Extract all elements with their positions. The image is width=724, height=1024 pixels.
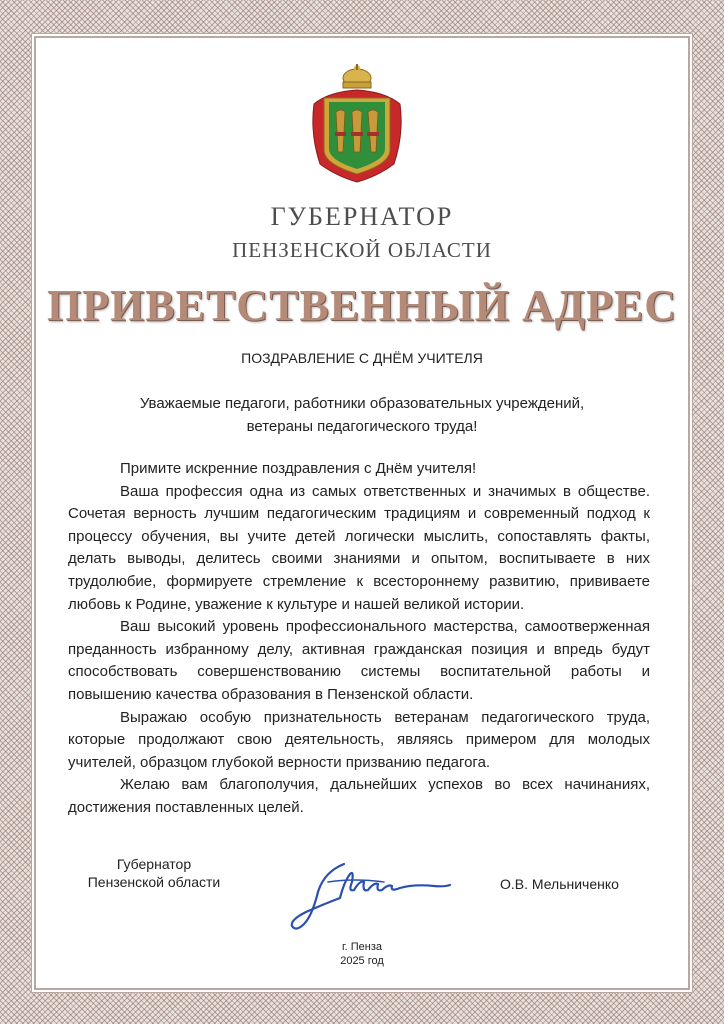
region-title: ПЕНЗЕНСКОЙ ОБЛАСТИ: [232, 238, 492, 262]
salutation-line-1: Уважаемые педагоги, работники образовательных учреждений,: [139, 395, 585, 412]
paragraph: Ваша профессия одна из самых ответственных и значимых в обществе. Сочетая верность лучшим педагогическим традициям и современный подход к процессу обучения, вы учите детей логически мыслить, сопоставлять факты, делать выводы, делитесь своими знаниями и опытом, воспитываете в них трудолюбие, формируете стремление к всестороннему развитию, прививаете любовь к Родине, уважение к культуре и нашей великой истории.: [68, 482, 650, 613]
salutation: [0, 392, 724, 438]
governor-title: ГУБЕРНАТОР: [270, 202, 454, 231]
paragraph: Выражаю особую признательность ветеранам педагогического труда, которые продолжают свою деятельность, являясь примером для молодых учителей, образцом глубокой верности призванию педагога.: [68, 708, 650, 771]
signatory-position: [74, 855, 234, 891]
city: г. Пенза: [341, 941, 383, 953]
paragraph: Примите искренние поздравления с Днём учителя!: [120, 460, 477, 477]
salutation-line-2: ветераны педагогического труда!: [246, 418, 478, 435]
document-title: ПРИВЕТСТВЕННЫЙ АДРЕС: [46, 281, 678, 330]
paragraph: Ваш высокий уровень профессионального мастерства, самоотверженная преданность избранному делу, активная гражданская позиция и впредь будут способствовать совершенствованию системы воспитательной работы и повышению качества образования в Пензенской области.: [68, 618, 650, 703]
position-line-2: Пензенской области: [87, 874, 221, 890]
handwritten-signature: [284, 852, 454, 934]
letter-body: [68, 458, 650, 820]
place-and-date: [0, 940, 724, 968]
paragraph: Желаю вам благополучия, дальнейших успехов во всех начинаниях, достижения поставленных целей.: [68, 776, 650, 816]
year: 2025 год: [340, 955, 384, 967]
coat-of-arms-icon: [306, 64, 408, 186]
position-line-1: Губернатор: [116, 856, 192, 872]
document-subtitle: ПОЗДРАВЛЕНИЕ С ДНЁМ УЧИТЕЛЯ: [241, 350, 483, 366]
signatory-name: О.В. Мельниченко: [500, 876, 619, 892]
crown-icon: [343, 64, 371, 88]
